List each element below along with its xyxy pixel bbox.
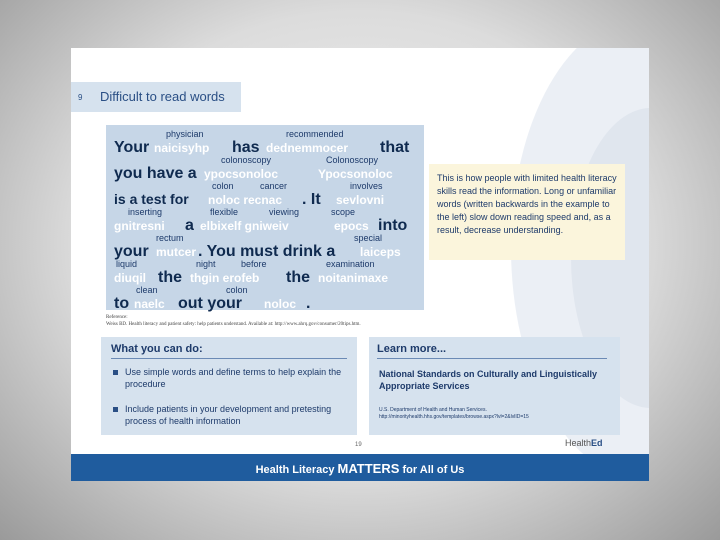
learn-more-source bbox=[379, 407, 617, 421]
footer-banner bbox=[71, 454, 649, 481]
word-bold: the bbox=[158, 269, 182, 286]
bullet-text: Use simple words and define terms to help explain the procedure bbox=[125, 367, 342, 389]
reference-text: Weiss BD. Health literacy and patient safety: help patients understand. Available at: http://www.ahrq.gov/consumer/20tips.htm. bbox=[106, 322, 361, 327]
word-reversed: noloc recnac bbox=[208, 193, 283, 207]
word-reversed: naicisyhp bbox=[154, 141, 210, 155]
source-agency: U.S. Department of Health and Human Services. bbox=[379, 407, 487, 413]
footer-text-end: for All of Us bbox=[399, 464, 465, 476]
footer-emphasis: MATTERS bbox=[337, 461, 400, 476]
word-bold: a bbox=[185, 217, 194, 234]
word-small: night bbox=[196, 259, 216, 269]
reference bbox=[106, 314, 466, 328]
word-small: examination bbox=[326, 259, 375, 269]
word-bold: your bbox=[114, 243, 149, 260]
word-reversed: ypocsonoloc bbox=[204, 167, 279, 181]
word-reversed: laiceps bbox=[360, 245, 401, 259]
word-small: viewing bbox=[269, 207, 300, 217]
what-you-can-do-title: What you can do: bbox=[111, 343, 203, 355]
word-small: rectum bbox=[156, 233, 184, 243]
word-small: colon bbox=[212, 181, 234, 191]
logo-part-health: Health bbox=[565, 438, 592, 448]
word-bold: Your bbox=[114, 139, 150, 156]
word-small: colonoscopy bbox=[221, 155, 272, 165]
word-bold: . It bbox=[302, 191, 321, 208]
word-small: Colonoscopy bbox=[326, 155, 379, 165]
word-small: special bbox=[354, 233, 383, 243]
footer-text bbox=[71, 461, 649, 476]
word-bold: that bbox=[380, 139, 410, 156]
word-small: involves bbox=[350, 181, 383, 191]
word-small: cancer bbox=[260, 181, 288, 191]
explanation-note bbox=[429, 164, 625, 260]
example-text-box bbox=[106, 125, 424, 310]
what-you-can-do-box bbox=[101, 337, 357, 435]
word-reversed: noloc bbox=[264, 297, 296, 311]
word-small: clean bbox=[136, 285, 158, 295]
word-small: inserting bbox=[128, 207, 163, 217]
health-ed-logo bbox=[565, 438, 603, 448]
word-bold: . You must drink a bbox=[198, 243, 336, 260]
word-small: physician bbox=[166, 129, 204, 139]
word-small: liquid bbox=[116, 259, 138, 269]
word-reversed: mutcer bbox=[156, 245, 197, 259]
slide-page-number: 19 bbox=[355, 442, 362, 448]
word-reversed: dednemmocer bbox=[266, 141, 349, 155]
learn-more-title: Learn more... bbox=[377, 343, 447, 355]
divider bbox=[111, 358, 347, 359]
word-bold: has bbox=[232, 139, 260, 156]
word-small: colon bbox=[226, 285, 248, 295]
word-bold: into bbox=[378, 217, 408, 234]
slide-number: 9 bbox=[78, 93, 83, 102]
word-bold: out your bbox=[178, 295, 242, 312]
source-url: http://minorityhealth.hhs.gov/templates/browse.aspx?lvl=2&lvlID=15 bbox=[379, 414, 529, 420]
word-bold: the bbox=[286, 269, 310, 286]
word-reversed: naelc bbox=[134, 297, 165, 311]
word-small: recommended bbox=[286, 129, 344, 139]
divider bbox=[377, 358, 607, 359]
word-reversed: elbixelf gniweiv bbox=[200, 219, 289, 233]
word-reversed: epocs bbox=[334, 219, 369, 233]
bullet-icon bbox=[113, 370, 118, 375]
word-bold: you have a bbox=[114, 165, 197, 182]
word-bold: . bbox=[306, 295, 311, 312]
slide bbox=[71, 48, 649, 481]
bullet-icon bbox=[113, 407, 118, 412]
word-reversed: gnitresni bbox=[114, 219, 165, 233]
logo-part-ed: Ed bbox=[591, 438, 603, 448]
reference-label: Reference: bbox=[106, 315, 128, 320]
word-bold: to bbox=[114, 295, 130, 312]
word-reversed: diuqil bbox=[114, 271, 146, 285]
slide-title: Difficult to read words bbox=[100, 89, 225, 104]
word-reversed: noitanimaxe bbox=[318, 271, 389, 285]
bullet-text: Include patients in your development and pretesting process of health information bbox=[125, 404, 332, 426]
word-small: before bbox=[241, 259, 267, 269]
word-reversed: Ypocsonoloc bbox=[318, 167, 393, 181]
footer-text-start: Health Literacy bbox=[255, 464, 338, 476]
word-bold: is a test for bbox=[114, 191, 189, 207]
learn-more-heading: National Standards on Culturally and Linguistically Appropriate Services bbox=[379, 369, 598, 391]
word-reversed: thgin erofeb bbox=[190, 271, 260, 285]
explanation-text: This is how people with limited health literacy skills read the information. Long or unfamiliar words (written backwards in the example to the left) slow down reading speed and, as a result, decrease understanding. bbox=[437, 173, 617, 235]
word-small: flexible bbox=[210, 207, 239, 217]
word-small: scope bbox=[331, 207, 356, 217]
word-reversed: sevlovni bbox=[336, 193, 385, 207]
learn-more-box bbox=[369, 337, 620, 435]
